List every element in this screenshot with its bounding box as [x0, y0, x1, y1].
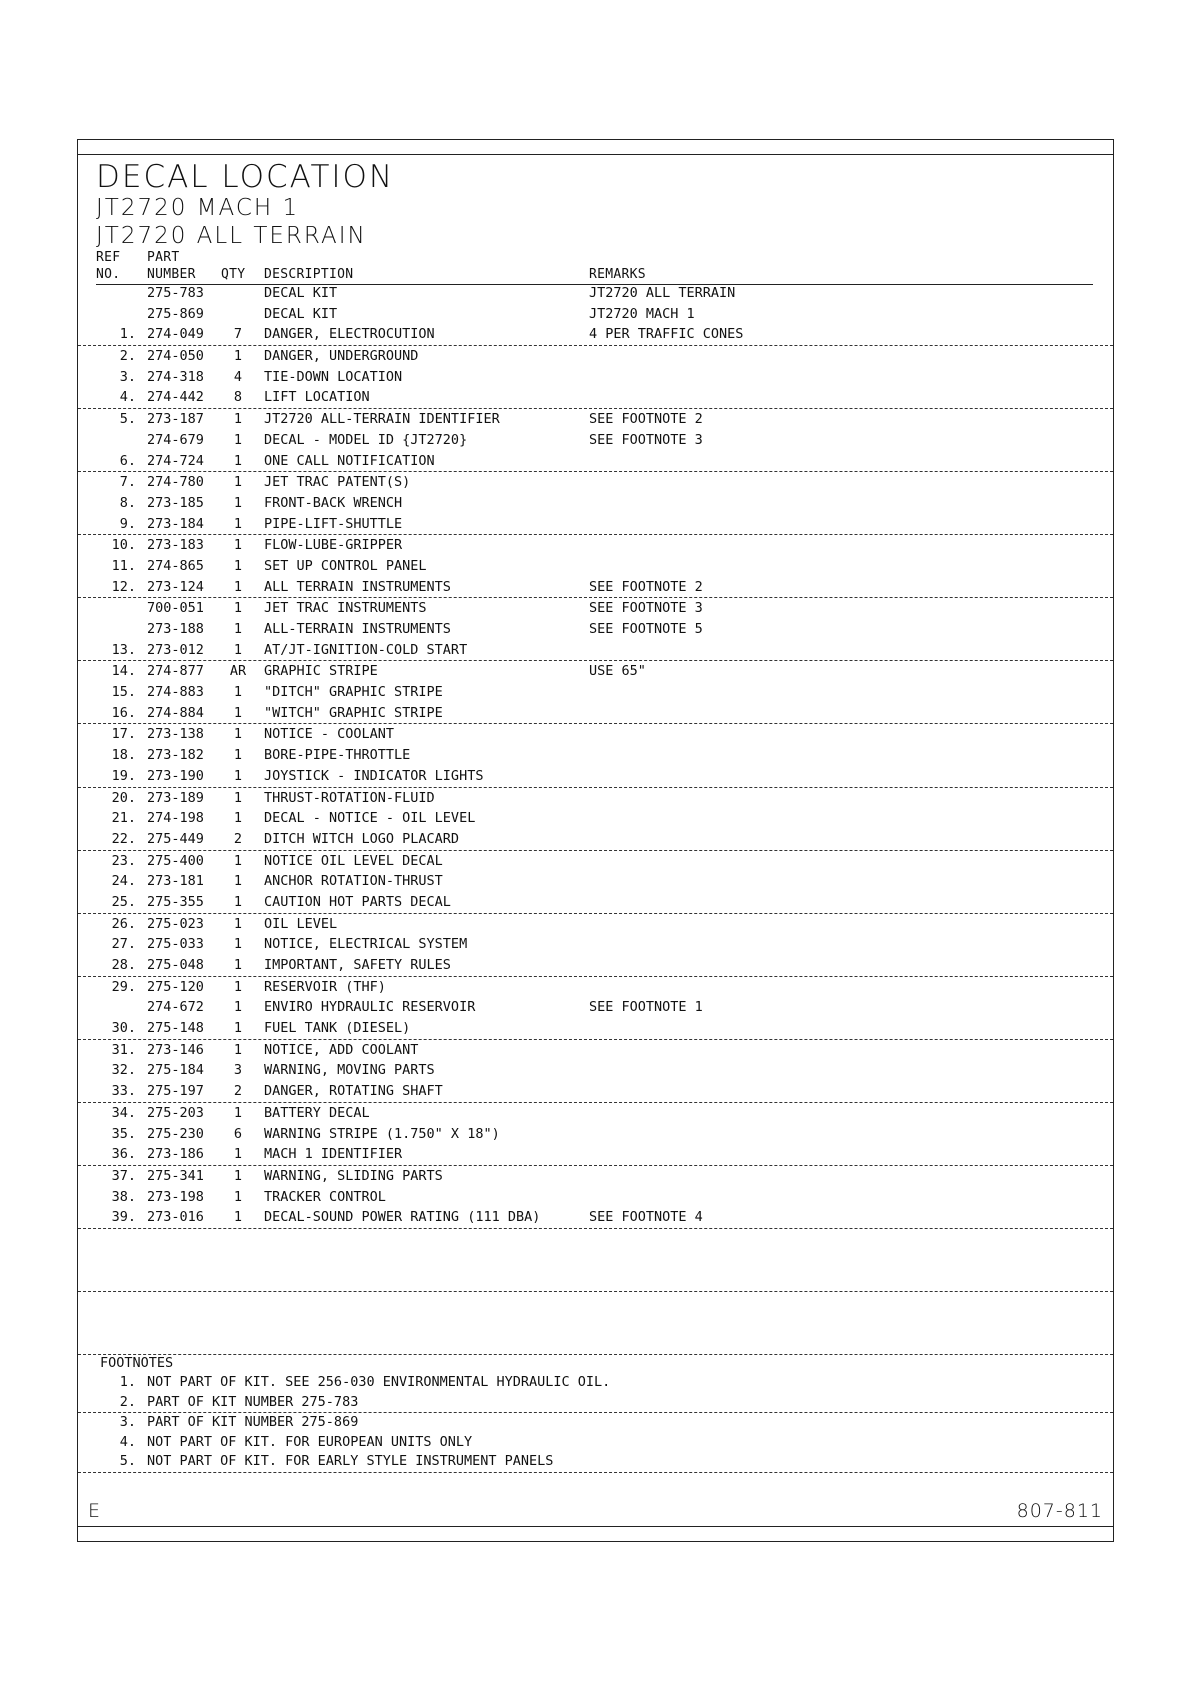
quantity: 1	[233, 411, 243, 428]
description: ALL TERRAIN INSTRUMENTS	[264, 578, 451, 595]
part-number: 274-865	[147, 557, 204, 574]
table-row	[78, 724, 1113, 745]
remarks: JT2720 ALL TERRAIN	[589, 285, 736, 301]
quantity: 1	[233, 600, 243, 617]
table-row	[78, 808, 1113, 829]
quantity: 1	[233, 810, 243, 827]
ref-number: 23.	[111, 852, 136, 869]
footnote-item	[78, 1373, 1113, 1393]
description: JET TRAC PATENT(S)	[264, 474, 411, 491]
table-row	[78, 829, 1113, 851]
ref-number: 17.	[111, 726, 136, 743]
ref-number: 4.	[119, 389, 136, 406]
ref-number: 31.	[111, 1041, 136, 1058]
description: TRACKER CONTROL	[264, 1188, 386, 1205]
header-qty: QTY	[221, 267, 246, 282]
part-number: 275-869	[147, 305, 204, 322]
ref-number: 7.	[119, 474, 136, 491]
table-row	[78, 682, 1113, 703]
part-number: 273-124	[147, 578, 204, 595]
description: IMPORTANT, SAFETY RULES	[264, 957, 451, 973]
footnote-number: 5.	[119, 1453, 136, 1470]
description: "DITCH" GRAPHIC STRIPE	[264, 684, 443, 701]
part-number: 273-198	[147, 1188, 204, 1205]
part-number: 273-146	[147, 1041, 204, 1058]
part-number: 275-355	[147, 893, 204, 910]
description: DANGER, ROTATING SHAFT	[264, 1083, 443, 1100]
quantity: 1	[233, 936, 243, 953]
model-title-mach1: JT2720 MACH 1	[96, 195, 300, 221]
part-number: 274-318	[147, 368, 204, 385]
description: DANGER, UNDERGROUND	[264, 348, 419, 365]
ref-number: 33.	[111, 1083, 136, 1100]
part-number: 273-138	[147, 726, 204, 743]
remarks: SEE FOOTNOTE 3	[589, 431, 703, 448]
quantity: 1	[233, 684, 243, 701]
description: NOTICE - COOLANT	[264, 726, 395, 743]
table-row	[78, 367, 1113, 388]
remarks: SEE FOOTNOTE 2	[589, 578, 703, 595]
sheet-frame	[78, 154, 1113, 1527]
ref-number: 37.	[111, 1167, 136, 1184]
table-row	[78, 745, 1113, 766]
part-number: 273-184	[147, 515, 204, 532]
footnote-item	[78, 1393, 1113, 1414]
table-row	[78, 304, 1113, 325]
part-number: 274-877	[147, 663, 204, 680]
description: DANGER, ELECTROCUTION	[264, 326, 435, 343]
description: ONE CALL NOTIFICATION	[264, 452, 435, 469]
table-row	[78, 1018, 1113, 1040]
ref-number: 3.	[119, 368, 136, 385]
description: NOTICE, ELECTRICAL SYSTEM	[264, 936, 468, 953]
quantity: 1	[233, 1167, 243, 1184]
ref-number: 22.	[111, 830, 136, 847]
page-title: DECAL LOCATION	[96, 159, 395, 195]
description: JT2720 ALL-TERRAIN IDENTIFIER	[264, 411, 500, 428]
quantity: 1	[233, 431, 243, 448]
ref-number: 6.	[119, 452, 136, 469]
description: "WITCH" GRAPHIC STRIPE	[264, 704, 443, 721]
part-number: 275-023	[147, 915, 204, 932]
table-row	[78, 766, 1113, 788]
quantity: 4	[233, 368, 243, 385]
table-row	[78, 703, 1113, 725]
description: DECAL KIT	[264, 285, 338, 301]
ref-number: 15.	[111, 684, 136, 701]
footnote-item	[78, 1413, 1113, 1433]
ref-number: 10.	[111, 537, 136, 554]
part-number: 275-203	[147, 1104, 204, 1121]
quantity: 1	[233, 1041, 243, 1058]
header-remarks: REMARKS	[589, 267, 646, 282]
description: WARNING, MOVING PARTS	[264, 1062, 435, 1079]
quantity: 1	[233, 557, 243, 574]
part-number: 275-341	[147, 1167, 204, 1184]
quantity: 2	[233, 830, 243, 847]
table-row	[78, 1081, 1113, 1103]
quantity: 3	[233, 1062, 243, 1079]
part-number: 274-780	[147, 474, 204, 491]
table-row	[78, 1166, 1113, 1187]
description: DECAL - NOTICE - OIL LEVEL	[264, 810, 476, 827]
part-number: 700-051	[147, 600, 204, 617]
quantity: 1	[233, 494, 243, 511]
remarks: SEE FOOTNOTE 1	[589, 999, 703, 1016]
table-row	[78, 1103, 1113, 1124]
part-number: 274-884	[147, 704, 204, 721]
footnote-number: 2.	[119, 1393, 136, 1410]
part-number: 273-190	[147, 767, 204, 784]
quantity: 1	[233, 747, 243, 764]
footnotes-list	[78, 1373, 1113, 1473]
remarks: SEE FOOTNOTE 3	[589, 600, 703, 617]
remarks: SEE FOOTNOTE 4	[589, 1209, 703, 1226]
quantity: 1	[233, 852, 243, 869]
part-number: 275-033	[147, 936, 204, 953]
table-row	[78, 914, 1113, 935]
description: NOTICE, ADD COOLANT	[264, 1041, 419, 1058]
part-number: 275-783	[147, 285, 204, 301]
parts-table	[78, 283, 1113, 1355]
table-row	[78, 788, 1113, 809]
table-row	[78, 387, 1113, 409]
quantity: 1	[233, 474, 243, 491]
ref-number: 21.	[111, 810, 136, 827]
table-row	[78, 1124, 1113, 1145]
part-number: 273-182	[147, 747, 204, 764]
description: LIFT LOCATION	[264, 389, 370, 406]
model-title-all-terrain: JT2720 ALL TERRAIN	[96, 223, 367, 249]
ref-number: 16.	[111, 704, 136, 721]
description: OIL LEVEL	[264, 915, 338, 932]
header-description: DESCRIPTION	[264, 267, 354, 282]
quantity: 8	[233, 389, 243, 406]
part-number: 275-148	[147, 1020, 204, 1037]
quantity: 1	[233, 1188, 243, 1205]
part-number: 273-016	[147, 1209, 204, 1226]
table-row	[78, 577, 1113, 599]
ref-number: 29.	[111, 978, 136, 995]
table-row	[78, 1187, 1113, 1208]
description: FRONT-BACK WRENCH	[264, 494, 403, 511]
quantity: 1	[233, 621, 243, 637]
table-row	[78, 556, 1113, 577]
footnote-item	[78, 1452, 1113, 1473]
table-row	[78, 472, 1113, 493]
part-number: 273-185	[147, 494, 204, 511]
ref-number: 5.	[119, 411, 136, 428]
quantity: 1	[233, 537, 243, 554]
table-row	[78, 283, 1113, 304]
header-ref-top: REF	[96, 250, 121, 265]
part-number: 273-189	[147, 789, 204, 806]
quantity: 1	[233, 726, 243, 743]
quantity: 1	[233, 704, 243, 721]
table-row	[78, 1060, 1113, 1081]
ref-number: 28.	[111, 957, 136, 973]
table-row	[78, 514, 1113, 536]
quantity: 1	[233, 873, 243, 890]
quantity: 1	[233, 641, 243, 658]
description: THRUST-ROTATION-FLUID	[264, 789, 435, 806]
ref-number: 2.	[119, 348, 136, 365]
description: CAUTION HOT PARTS DECAL	[264, 893, 451, 910]
footnote-text: NOT PART OF KIT. FOR EUROPEAN UNITS ONLY	[147, 1433, 473, 1450]
table-row	[78, 640, 1113, 662]
sheet-page-number: 807-811	[1016, 1500, 1103, 1522]
footnote-number: 1.	[119, 1374, 136, 1390]
description: TIE-DOWN LOCATION	[264, 368, 403, 385]
table-row	[78, 598, 1113, 619]
part-number: 274-198	[147, 810, 204, 827]
part-number: 273-186	[147, 1146, 204, 1163]
ref-number: 38.	[111, 1188, 136, 1205]
footnotes-title: FOOTNOTES	[100, 1355, 174, 1371]
part-number: 275-048	[147, 957, 204, 973]
quantity: 1	[233, 978, 243, 995]
ref-number: 14.	[111, 663, 136, 680]
ref-number: 34.	[111, 1104, 136, 1121]
table-row	[78, 997, 1113, 1018]
remarks: USE 65"	[589, 663, 646, 680]
description: RESERVOIR (THF)	[264, 978, 386, 995]
footnote-number: 3.	[119, 1414, 136, 1431]
description: AT/JT-IGNITION-COLD START	[264, 641, 468, 658]
drawing-sheet	[77, 139, 1114, 1542]
description: ALL-TERRAIN INSTRUMENTS	[264, 621, 451, 637]
part-number: 275-230	[147, 1125, 204, 1142]
description: SET UP CONTROL PANEL	[264, 557, 427, 574]
ref-number: 36.	[111, 1146, 136, 1163]
ref-number: 30.	[111, 1020, 136, 1037]
quantity: 1	[233, 1104, 243, 1121]
quantity: 1	[233, 452, 243, 469]
quantity: 1	[233, 515, 243, 532]
table-row	[78, 1040, 1113, 1061]
table-row	[78, 871, 1113, 892]
table-row	[78, 1144, 1113, 1166]
table-row	[78, 324, 1113, 346]
part-number: 273-187	[147, 411, 204, 428]
sheet-revision-letter: E	[88, 1500, 101, 1522]
part-number: 273-183	[147, 537, 204, 554]
description: ANCHOR ROTATION-THRUST	[264, 873, 443, 890]
ref-number: 13.	[111, 641, 136, 658]
part-number: 275-197	[147, 1083, 204, 1100]
footnote-number: 4.	[119, 1433, 136, 1450]
description: DECAL - MODEL ID {JT2720}	[264, 431, 468, 448]
quantity: 1	[233, 893, 243, 910]
quantity: 1	[233, 999, 243, 1016]
table-row	[78, 430, 1113, 451]
part-number: 275-184	[147, 1062, 204, 1079]
description: BATTERY DECAL	[264, 1104, 370, 1121]
part-number: 275-449	[147, 830, 204, 847]
quantity: 6	[233, 1125, 243, 1142]
part-number: 274-050	[147, 348, 204, 365]
table-row	[78, 409, 1113, 430]
blank-row	[78, 1229, 1113, 1292]
remarks: SEE FOOTNOTE 5	[589, 621, 703, 637]
table-row	[78, 619, 1113, 640]
description: GRAPHIC STRIPE	[264, 663, 378, 680]
description: PIPE-LIFT-SHUTTLE	[264, 515, 403, 532]
quantity: 1	[233, 1209, 243, 1226]
part-number: 274-672	[147, 999, 204, 1016]
footnote-text: PART OF KIT NUMBER 275-869	[147, 1414, 359, 1431]
ref-number: 20.	[111, 789, 136, 806]
quantity: 1	[233, 578, 243, 595]
part-number: 274-442	[147, 389, 204, 406]
ref-number: 26.	[111, 915, 136, 932]
remarks: 4 PER TRAFFIC CONES	[589, 326, 744, 343]
part-number: 274-883	[147, 684, 204, 701]
quantity: 1	[233, 915, 243, 932]
table-row	[78, 661, 1113, 682]
footnotes-section	[78, 1353, 1113, 1473]
description: FUEL TANK (DIESEL)	[264, 1020, 411, 1037]
ref-number: 19.	[111, 767, 136, 784]
description: MACH 1 IDENTIFIER	[264, 1146, 403, 1163]
ref-number: 18.	[111, 747, 136, 764]
part-number: 273-181	[147, 873, 204, 890]
ref-number: 8.	[119, 494, 136, 511]
ref-number: 35.	[111, 1125, 136, 1142]
description: DECAL KIT	[264, 305, 338, 322]
table-row	[78, 934, 1113, 955]
part-number: 273-188	[147, 621, 204, 637]
description: JOYSTICK - INDICATOR LIGHTS	[264, 767, 484, 784]
description: WARNING, SLIDING PARTS	[264, 1167, 443, 1184]
header-part-bottom: NUMBER	[147, 267, 196, 282]
ref-number: 12.	[111, 578, 136, 595]
description: WARNING STRIPE (1.750" X 18")	[264, 1125, 500, 1142]
table-row	[78, 977, 1113, 998]
quantity: 1	[233, 789, 243, 806]
table-row	[78, 535, 1113, 556]
header-part-top: PART	[147, 250, 180, 265]
footnote-item	[78, 1433, 1113, 1453]
part-number: 274-679	[147, 431, 204, 448]
ref-number: 9.	[119, 515, 136, 532]
remarks: JT2720 MACH 1	[589, 305, 695, 322]
ref-number: 24.	[111, 873, 136, 890]
description: ENVIRO HYDRAULIC RESERVOIR	[264, 999, 476, 1016]
footnote-text: NOT PART OF KIT. FOR EARLY STYLE INSTRUMENT PANELS	[147, 1453, 554, 1470]
table-row	[78, 955, 1113, 977]
header-ref-bottom: NO.	[96, 267, 121, 282]
table-row	[78, 892, 1113, 914]
description: BORE-PIPE-THROTTLE	[264, 747, 411, 764]
footnote-text: NOT PART OF KIT. SEE 256-030 ENVIRONMENTAL HYDRAULIC OIL.	[147, 1374, 611, 1390]
part-number: 273-012	[147, 641, 204, 658]
table-row	[78, 1207, 1113, 1229]
quantity: 1	[233, 1146, 243, 1163]
remarks: SEE FOOTNOTE 2	[589, 411, 703, 428]
ref-number: 39.	[111, 1209, 136, 1226]
table-row	[78, 493, 1113, 514]
part-number: 275-400	[147, 852, 204, 869]
blank-row	[78, 1292, 1113, 1355]
quantity: 1	[233, 348, 243, 365]
part-number: 274-049	[147, 326, 204, 343]
description: FLOW-LUBE-GRIPPER	[264, 537, 403, 554]
table-row	[78, 851, 1113, 872]
ref-number: 27.	[111, 936, 136, 953]
part-number: 275-120	[147, 978, 204, 995]
description: DITCH WITCH LOGO PLACARD	[264, 830, 460, 847]
quantity: 7	[233, 326, 243, 343]
ref-number: 11.	[111, 557, 136, 574]
quantity: 1	[233, 957, 243, 973]
quantity: AR	[229, 663, 247, 680]
ref-number: 32.	[111, 1062, 136, 1079]
quantity: 1	[233, 1020, 243, 1037]
table-row	[78, 346, 1113, 367]
part-number: 274-724	[147, 452, 204, 469]
description: JET TRAC INSTRUMENTS	[264, 600, 427, 617]
quantity: 1	[233, 767, 243, 784]
quantity: 2	[233, 1083, 243, 1100]
footnote-text: PART OF KIT NUMBER 275-783	[147, 1393, 359, 1410]
table-row	[78, 451, 1113, 473]
ref-number: 1.	[119, 326, 136, 343]
description: NOTICE OIL LEVEL DECAL	[264, 852, 443, 869]
description: DECAL-SOUND POWER RATING (111 DBA)	[264, 1209, 541, 1226]
ref-number: 25.	[111, 893, 136, 910]
